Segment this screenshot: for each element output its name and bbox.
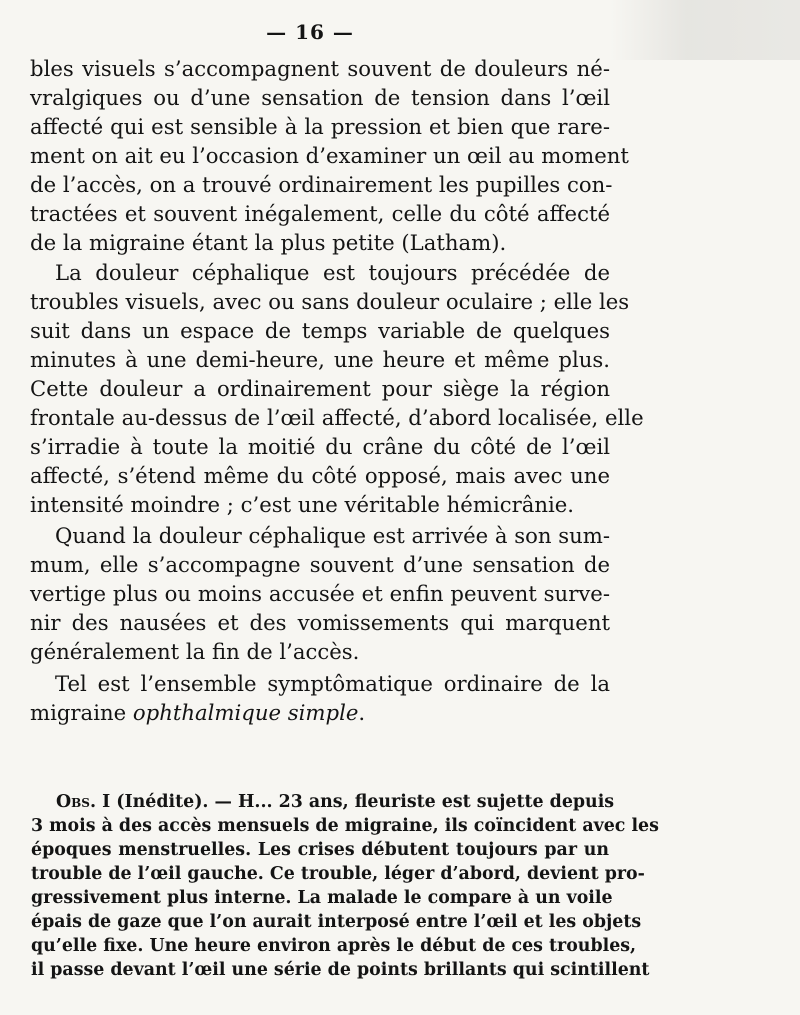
text-line: vralgiques ou d’une sensation de tension dans l’œil	[30, 85, 610, 110]
final-line-prefix: migraine	[30, 700, 133, 725]
observation-line: qu’elle fixe. Une heure environ après le début de ces troubles,	[31, 936, 637, 956]
paragraph-start-line: La douleur céphalique est toujours précédée de	[55, 260, 610, 285]
text-line: mum, elle s’accompagne souvent d’une sensation de	[30, 552, 610, 577]
paragraph-start-line: Tel est l’ensemble symptômatique ordinaire de la	[55, 671, 610, 696]
text-line: de la migraine étant la plus petite (Latham).	[30, 230, 507, 255]
text-line: intensité moindre ; c’est une véritable hémicrânie.	[30, 492, 575, 517]
observation-line: trouble de l’œil gauche. Ce trouble, léger d’abord, devient pro-	[31, 864, 645, 884]
text-line: minutes à une demi-heure, une heure et même plus.	[30, 347, 610, 372]
observation-line: épais de gaze que l’on aurait interposé entre l’œil et les objets	[31, 912, 642, 932]
text-line: ment on ait eu l’occasion d’examiner un œil au moment	[30, 143, 629, 168]
observation-label: Obs.	[56, 792, 97, 812]
observation-lead: I (Inédite). — H... 23 ans, fleuriste est sujette depuis	[96, 792, 615, 812]
observation-line: gressivement plus interne. La malade le compare à un voile	[31, 888, 613, 908]
text-line: affecté qui est sensible à la pression et bien que rare-	[30, 114, 610, 139]
text-line: tractées et souvent inégalement, celle du côté affecté	[30, 201, 610, 226]
text-line: s’irradie à toute la moitié du crâne du côté de l’œil	[30, 434, 610, 459]
paragraph-start-line: Quand la douleur céphalique est arrivée à son sum-	[55, 523, 611, 548]
italic-term: ophthalmique simple	[132, 700, 359, 725]
final-line-suffix: .	[358, 700, 366, 725]
observation-line: il passe devant l’œil une série de points brillants qui scintillent	[31, 960, 650, 980]
bleed-through-shadow	[610, 0, 800, 60]
text-line: de l’accès, on a trouvé ordinairement les pupilles con-	[30, 172, 613, 197]
observation-line: 3 mois à des accès mensuels de migraine, ils coïncident avec les	[31, 816, 659, 836]
text-line: bles visuels s’accompagnent souvent de douleurs né-	[30, 56, 610, 81]
text-line: Cette douleur a ordinairement pour siège la région	[30, 376, 610, 401]
text-line: frontale au-dessus de l’œil affecté, d’abord localisée, elle	[30, 405, 644, 430]
final-line	[30, 698, 610, 727]
text-line: suit dans un espace de temps variable de quelques	[30, 318, 610, 343]
page-number: — 16 —	[266, 20, 354, 44]
observation-line: époques menstruelles. Les crises débutent toujours par un	[31, 840, 609, 860]
text-line: troubles visuels, avec ou sans douleur oculaire ; elle les	[30, 289, 630, 314]
text-line: affecté, s’étend même du côté opposé, mais avec une	[30, 463, 610, 488]
text-line: vertige plus ou moins accusée et enfin peuvent surve-	[30, 581, 610, 606]
text-line: nir des nausées et des vomissements qui marquent	[30, 610, 610, 635]
observation-first-line	[56, 790, 615, 814]
text-line: généralement la fin de l’accès.	[30, 639, 360, 664]
